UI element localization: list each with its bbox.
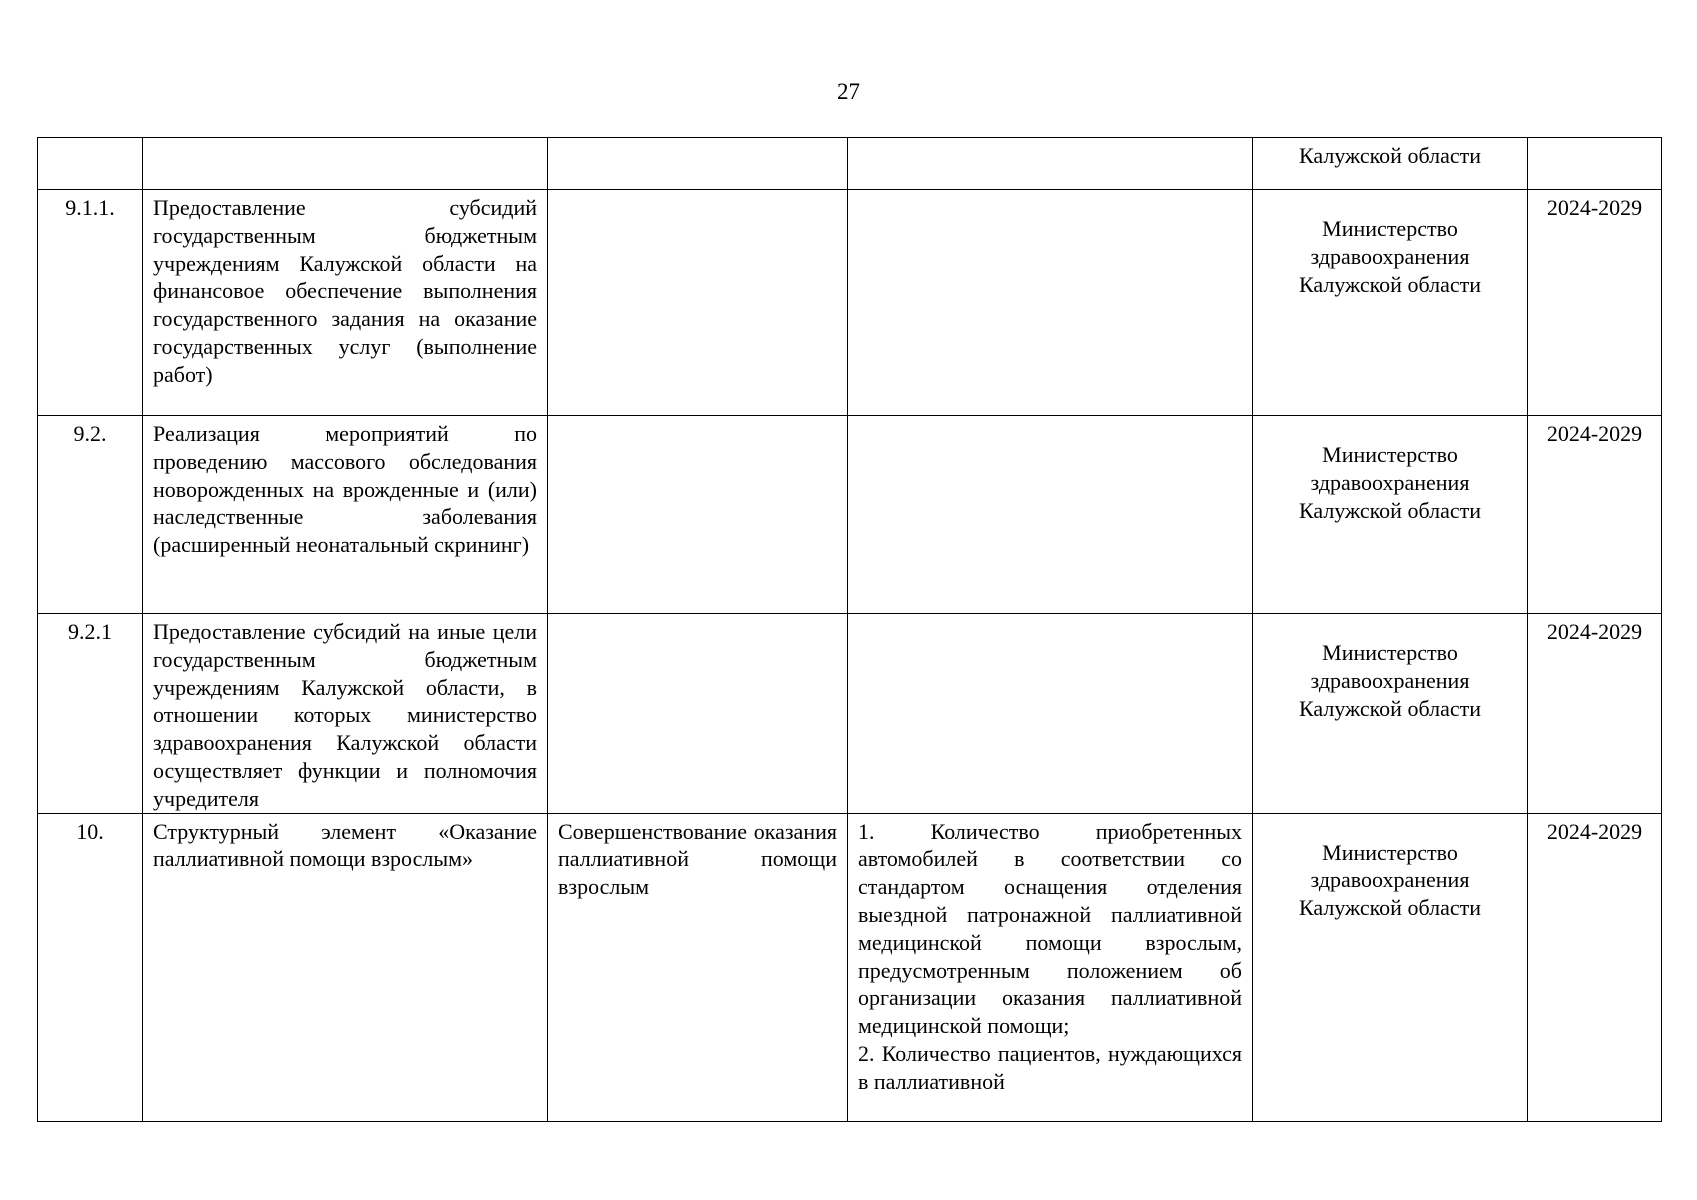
task-cell (548, 190, 848, 416)
row-number: 9.1.1. (38, 190, 143, 416)
row-number (38, 138, 143, 190)
responsible-cell: Министерство здравоохранения Калужской области (1253, 813, 1528, 1121)
indicator-cell (848, 614, 1253, 814)
responsible-cell: Калужской области (1253, 138, 1528, 190)
responsible-cell: Министерство здравоохранения Калужской области (1253, 190, 1528, 416)
activity-name: Реализация мероприятий по проведению массового обследования новорожденных на врожденные и (или) наследственные заболевания (расширенный неонатальный скрининг) (143, 416, 548, 614)
table-row (38, 416, 1662, 614)
responsible-cell: Министерство здравоохранения Калужской области (1253, 416, 1528, 614)
indicator-cell (848, 416, 1253, 614)
indicator-item: 2. Количество пациентов, нуждающихся в паллиативной (858, 1040, 1242, 1094)
period-cell: 2024-2029 (1528, 614, 1662, 814)
period-cell: 2024-2029 (1528, 190, 1662, 416)
indicator-cell (848, 190, 1253, 416)
period-cell (1528, 138, 1662, 190)
activity-name: Предоставление субсидий государственным бюджетным учреждениям Калужской области на финансовое обеспечение выполнения государственного задания на оказание государственных услуг (выполнение работ) (143, 190, 548, 416)
program-table (37, 137, 1662, 1122)
task-cell (548, 138, 848, 190)
task-cell: Совершенствование оказания паллиативной помощи взрослым (548, 813, 848, 1121)
page-number: 27 (837, 79, 860, 104)
indicator-item: 1. Количество приобретенных автомобилей в соответствии со стандартом оснащения отделения выездной патронажной паллиативной медицинской помощи взрослым, предусмотренным положением об организации оказания паллиативной медицинской помощи; (858, 818, 1242, 1039)
responsible-cell: Министерство здравоохранения Калужской области (1253, 614, 1528, 814)
activity-name (143, 138, 548, 190)
row-number: 10. (38, 813, 143, 1121)
indicator-cell (848, 813, 1253, 1121)
activity-name: Предоставление субсидий на иные цели государственным бюджетным учреждениям Калужской области, в отношении которых министерство здравоохранения Калужской области осуществляет функции и полномочия учредителя (143, 614, 548, 814)
period-cell: 2024-2029 (1528, 416, 1662, 614)
period-cell: 2024-2029 (1528, 813, 1662, 1121)
task-cell (548, 416, 848, 614)
indicator-cell (848, 138, 1253, 190)
table-row (38, 614, 1662, 814)
activity-name: Структурный элемент «Оказание паллиативной помощи взрослым» (143, 813, 548, 1121)
table-row (38, 138, 1662, 190)
table-row (38, 190, 1662, 416)
row-number: 9.2.1 (38, 614, 143, 814)
row-number: 9.2. (38, 416, 143, 614)
task-cell (548, 614, 848, 814)
table-row (38, 813, 1662, 1121)
